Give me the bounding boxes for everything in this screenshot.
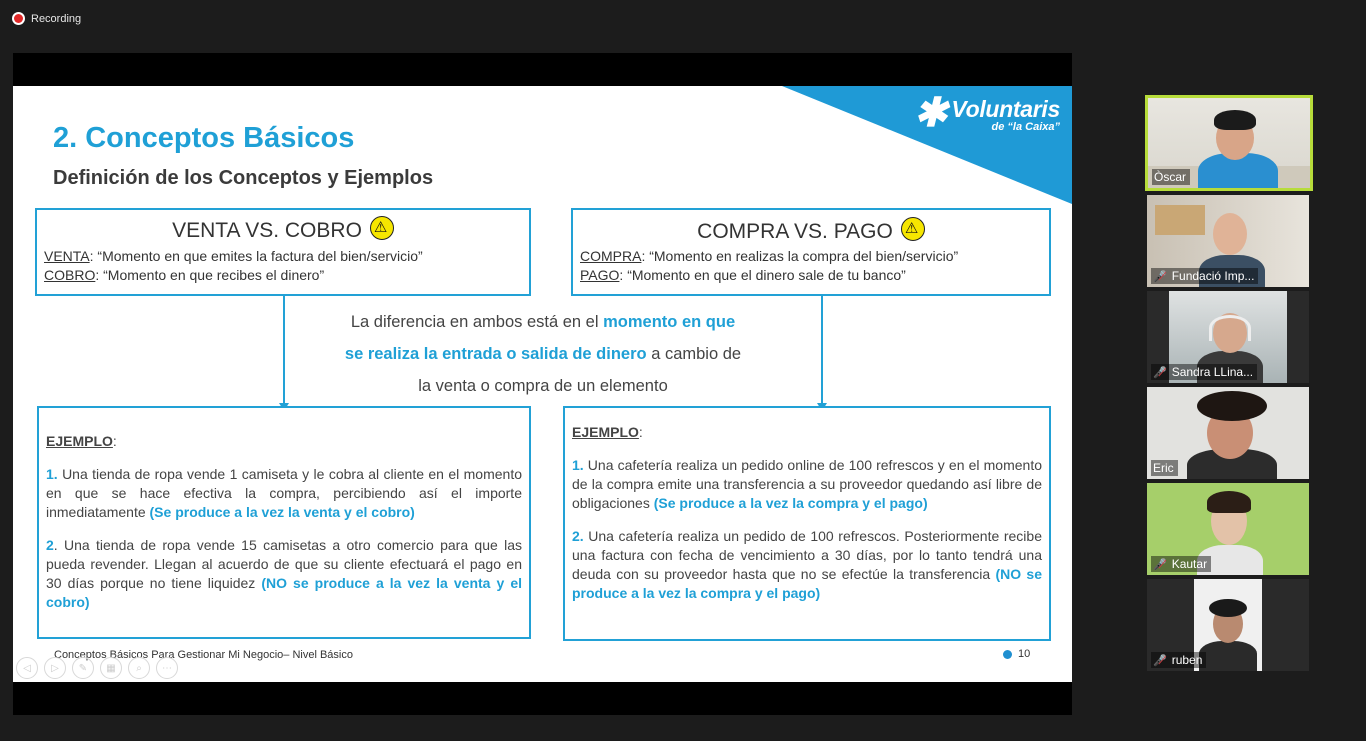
compra-pago-box bbox=[571, 208, 1051, 296]
cobro-definition: COBRO: “Momento en que recibes el dinero” bbox=[44, 267, 325, 283]
slide-title: 2. Conceptos Básicos bbox=[53, 122, 355, 154]
participant-tile-sandra[interactable] bbox=[1147, 291, 1309, 383]
slide-subtitle: Definición de los Conceptos y Ejemplos bbox=[53, 167, 434, 189]
slide-footer: Conceptos Básicos Para Gestionar Mi Negocio– Nivel Básico bbox=[54, 649, 353, 661]
slides-grid-icon[interactable]: ▦ bbox=[100, 657, 122, 679]
example-right-item-1: 1. Una cafetería realiza un pedido online de 100 refrescos y en el momento de la compra emite una transferencia a su proveedor quedando así libre de obligaciones (Se produce a la vez la compra y el pago) bbox=[572, 457, 1042, 511]
logo-star-icon: ✱ bbox=[913, 91, 948, 135]
participant-tile-ruben[interactable] bbox=[1147, 579, 1309, 671]
muted-mic-icon: 🎤̸ bbox=[1153, 365, 1167, 379]
example-left-box: EJEMPLO: 1. Una tienda de ropa vende 1 camiseta y le cobra al cliente en el momento en que se hace efectiva la compra, percibiendo así el importe inmediatamente (Se produce a la vez la venta y el cobro) 2. Una tienda de ropa vende 15 camisetas a otro comercio para que las pueda revender. Llegan al acuerdo de que su cliente efectuará el pago en 30 días porque no tiene liquidez (NO se produce a la vez la venta y el cobro) bbox=[37, 406, 531, 639]
venta-cobro-box bbox=[35, 208, 531, 296]
venta-definition: VENTA: “Momento en que emites la factura del bien/servicio” bbox=[44, 248, 423, 264]
page-number: 10 bbox=[1018, 648, 1031, 660]
muted-mic-icon: 🎤̸ bbox=[1153, 653, 1167, 667]
voluntaris-logo bbox=[913, 91, 1060, 135]
example-left-item-2: 2. Una tienda de ropa vende 15 camisetas a otro comercio para que las pueda revender. Llegan al acuerdo de que su cliente efectuará el pago en 30 días porque no tiene liquidez (NO se produce a la vez la venta y el cobro) bbox=[46, 537, 523, 610]
more-options-icon[interactable]: ⋯ bbox=[156, 657, 178, 679]
example-right-item-2: 2. Una cafetería realiza un pedido de 100 refrescos. Posteriormente recibe una factura con fecha de vencimiento a 30 días, por lo tanto tendrá una deuda con su proveedor hasta que no se efectúe la transferencia (NO se produce a la vez la compra y el pago) bbox=[572, 528, 1042, 601]
slide-toolbar bbox=[16, 657, 178, 679]
page-dot-icon bbox=[1003, 650, 1012, 659]
participant-name: Kautar bbox=[1171, 557, 1208, 571]
record-icon bbox=[12, 12, 25, 25]
presentation-slide bbox=[13, 86, 1072, 682]
recording-indicator bbox=[12, 12, 81, 25]
participant-name: Sandra LLina... bbox=[1171, 365, 1254, 379]
left-down-arrow bbox=[283, 296, 285, 404]
warning-icon bbox=[370, 216, 394, 240]
participant-name: Fundació Imp... bbox=[1171, 269, 1255, 283]
pago-definition: PAGO: “Momento en que el dinero sale de tu banco” bbox=[580, 267, 906, 283]
logo-sub: de “la Caixa” bbox=[991, 121, 1060, 133]
participant-name: Òscar bbox=[1154, 170, 1187, 184]
logo-name: Voluntaris bbox=[951, 96, 1060, 122]
right-down-arrow bbox=[821, 296, 823, 404]
example-heading: EJEMPLO bbox=[572, 424, 639, 440]
participant-tile-oscar[interactable] bbox=[1145, 95, 1313, 191]
participant-name: ruben bbox=[1171, 653, 1203, 667]
zoom-icon[interactable]: ⌕ bbox=[128, 657, 150, 679]
muted-mic-icon: 🎤̸ bbox=[1153, 557, 1167, 571]
screen-share-area bbox=[13, 53, 1072, 715]
muted-mic-icon: 🎤̸ bbox=[1153, 269, 1167, 283]
page-indicator bbox=[1003, 648, 1030, 660]
example-heading: EJEMPLO bbox=[46, 433, 113, 449]
next-slide-icon[interactable]: ▷ bbox=[44, 657, 66, 679]
recording-label: Recording bbox=[31, 12, 82, 25]
difference-text: La diferencia en ambos está en el momento en que se realiza la entrada o salida de dinero a cambio de la venta o compra de un elemento bbox=[344, 313, 742, 395]
participant-tile-fundacio[interactable] bbox=[1147, 195, 1309, 287]
participant-tile-kautar[interactable] bbox=[1147, 483, 1309, 575]
pen-icon[interactable]: ✎ bbox=[72, 657, 94, 679]
previous-slide-icon[interactable]: ◁ bbox=[16, 657, 38, 679]
example-left-item-1: 1. Una tienda de ropa vende 1 camiseta y le cobra al cliente en el momento en que se hace efectiva la compra, percibiendo así el importe inmediatamente (Se produce a la vez la venta y el cobro) bbox=[46, 466, 522, 520]
participant-tile-eric[interactable] bbox=[1147, 387, 1309, 479]
compra-pago-heading: COMPRA VS. PAGO bbox=[697, 220, 893, 243]
compra-definition: COMPRA: “Momento en realizas la compra del bien/servicio” bbox=[580, 248, 959, 264]
warning-icon bbox=[901, 217, 925, 241]
example-right-box: EJEMPLO: 1. Una cafetería realiza un pedido online de 100 refrescos y en el momento de la compra emite una transferencia a su proveedor quedando así libre de obligaciones (Se produce a la vez la compra y el pago) 2. Una cafetería realiza un pedido de 100 refrescos. Posteriormente recibe una factura con fecha de vencimiento a 30 días, por lo tanto tendrá una deuda con su proveedor hasta que no se efectúe la transferencia (NO se produce a la vez la compra y el pago) bbox=[563, 406, 1051, 641]
participant-name: Eric bbox=[1153, 461, 1174, 475]
venta-cobro-heading: VENTA VS. COBRO bbox=[172, 219, 362, 242]
